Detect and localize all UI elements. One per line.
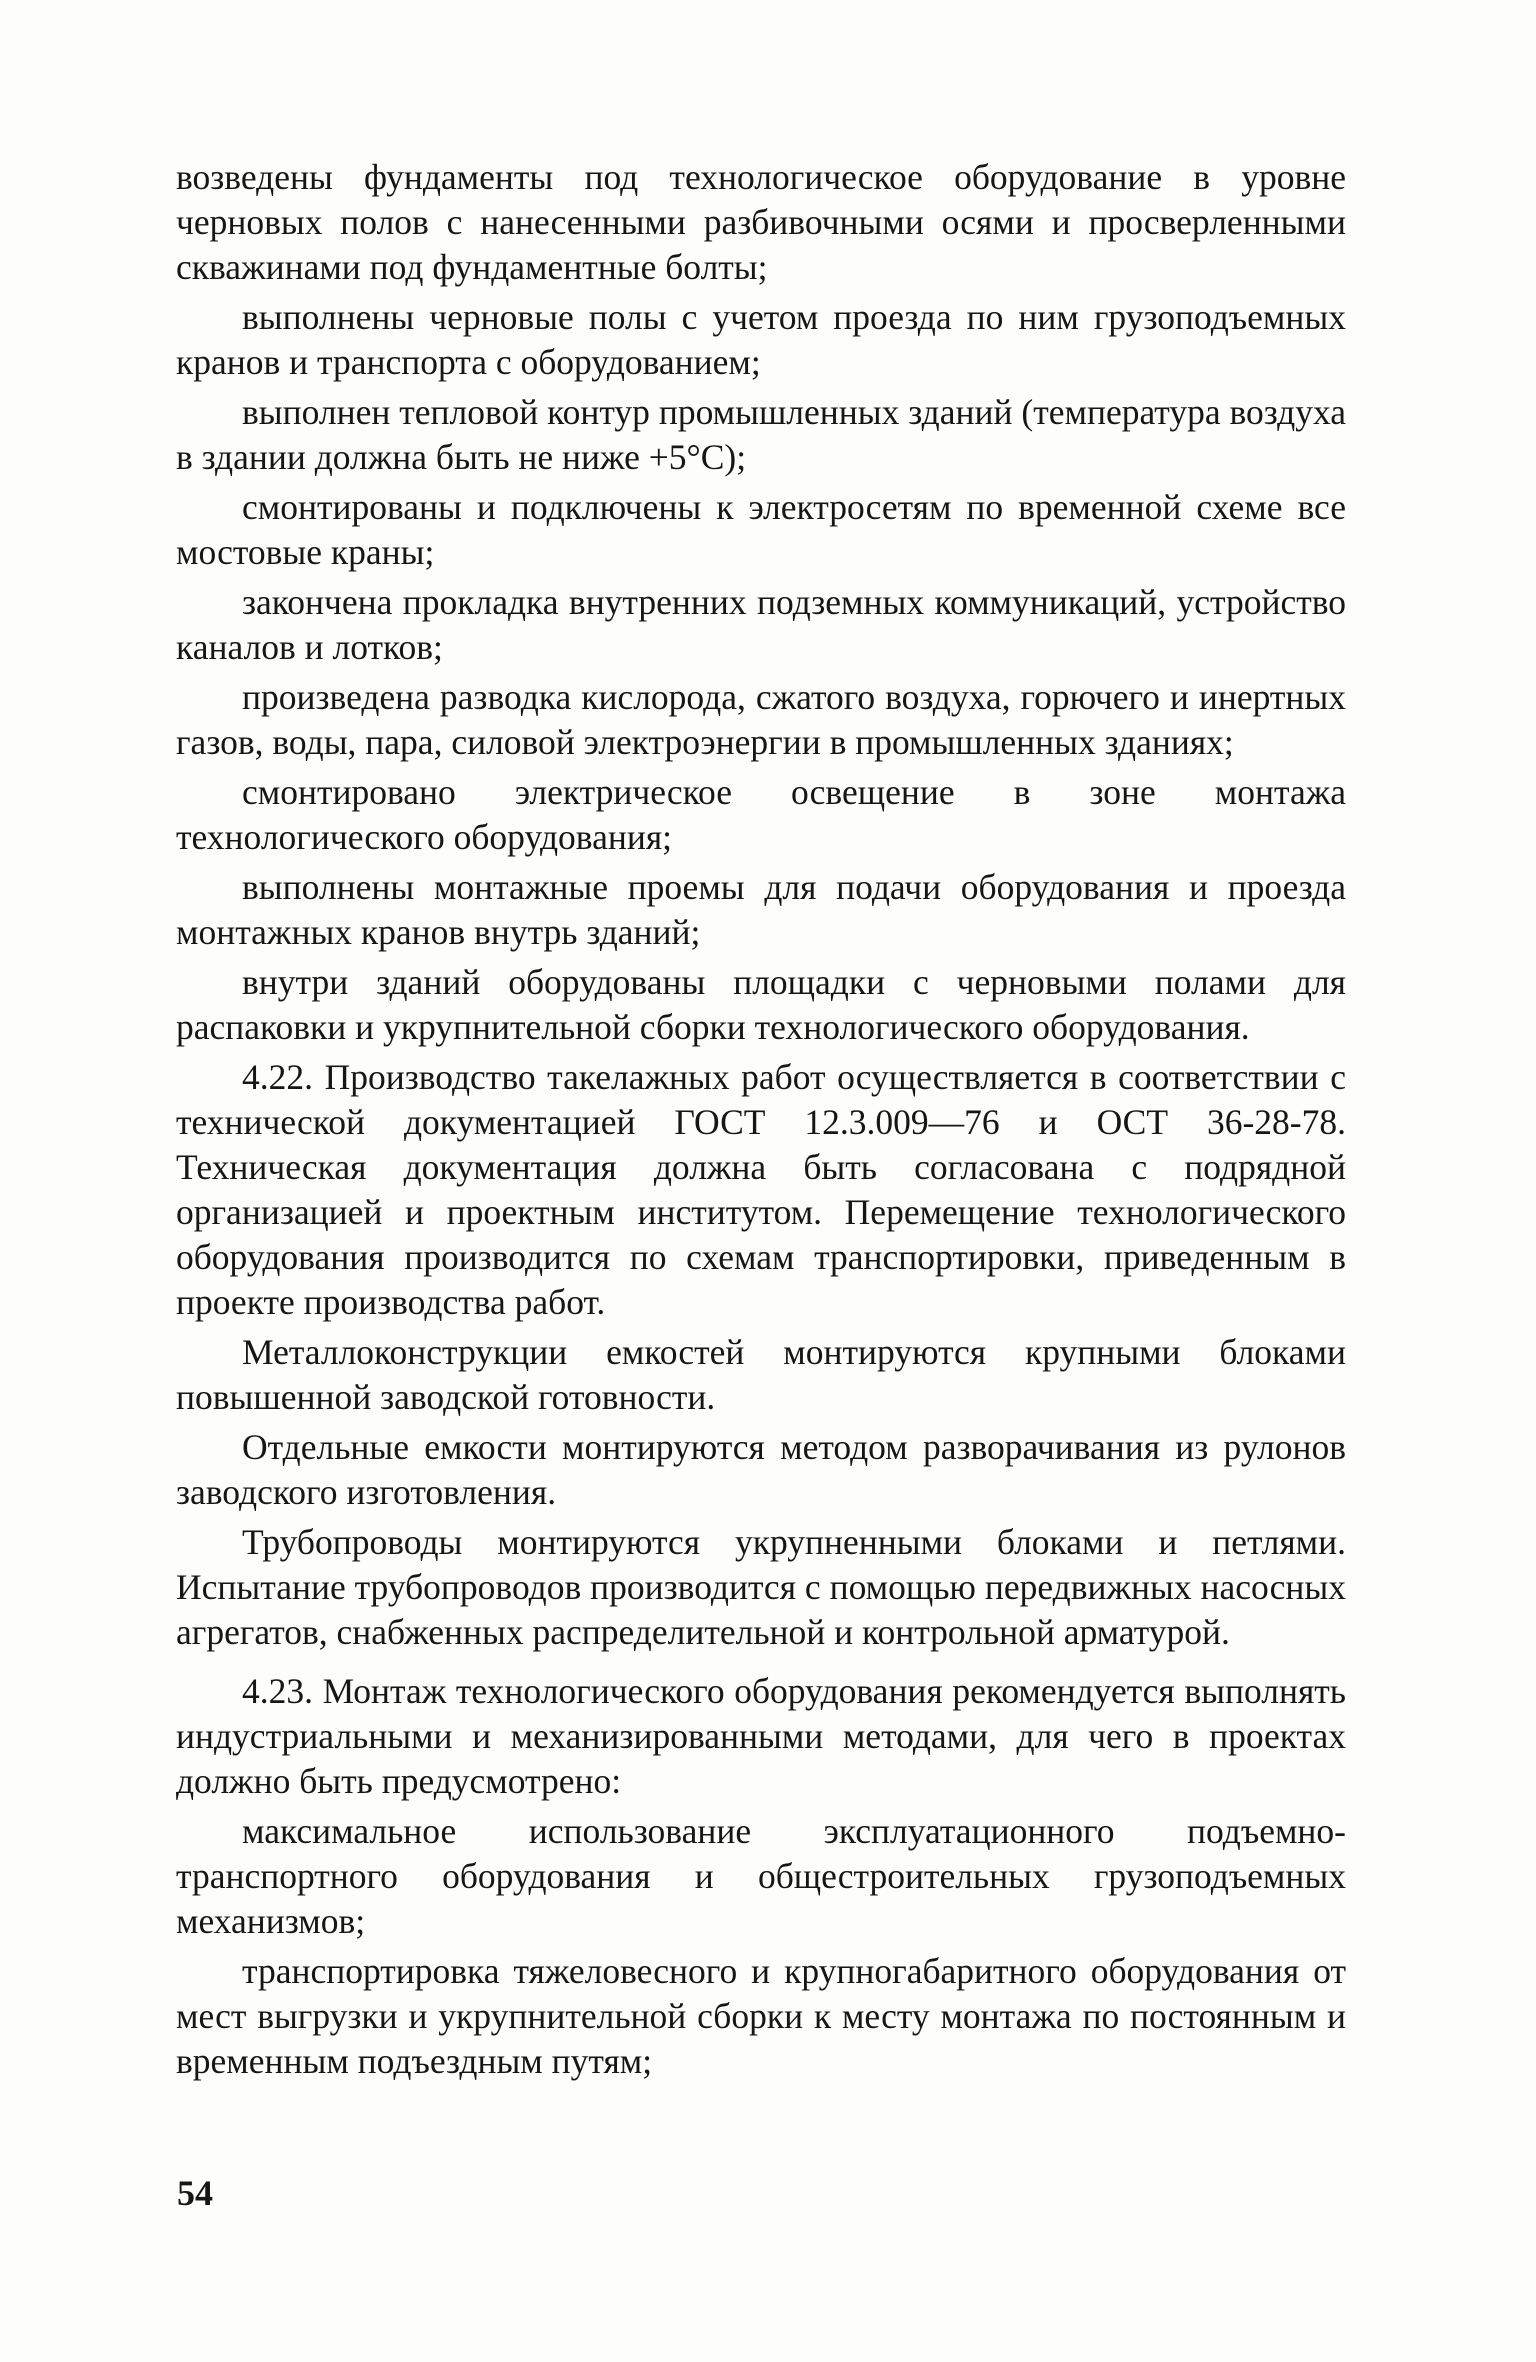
paragraph-metal-structures: Металлоконструкции емкостей монтируются крупными блоками повышенной заводской готовности.: [176, 1332, 1346, 1417]
paragraph-bridge-cranes: смонтированы и подключены к электросетям по временной схеме все мостовые краны;: [176, 487, 1346, 572]
paragraph-lighting: смонтировано электрическое освещение в зоне монтажа технологического оборудования;: [176, 772, 1346, 857]
paragraph-gas-distribution: произведена разводка кислорода, сжатого воздуха, горючего и инертных газов, воды, пара, силовой электроэнергии в промышленных зданиях;: [176, 677, 1346, 762]
paragraph-thermal-contour: выполнен тепловой контур промышленных зданий (температура воздуха в здании должна быть не ниже +5°C);: [176, 392, 1346, 477]
paragraph-rough-floors: выполнены черновые полы с учетом проезда по ним грузоподъемных кранов и транспорта с оборудованием;: [176, 297, 1346, 382]
paragraph-lifting-equipment: максимальное использование эксплуатационного подъемно-транспортного оборудования и общестроительных грузоподъемных механизмов;: [176, 1811, 1346, 1941]
paragraph-unpacking-sites: внутри зданий оборудованы площадки с черновыми полами для распаковки и укрупнительной сборки технологического оборудования.: [176, 962, 1346, 1047]
paragraph-heavy-transport: транспортировка тяжеловесного и крупногабаритного оборудования от мест выгрузки и укрупнительной сборки к месту монтажа по постоянным и временным подъездным путям;: [176, 1951, 1346, 2081]
page-number: 54: [177, 2173, 213, 2213]
body-text: [176, 155, 1346, 2084]
paragraph-section-4-22: 4.22. Производство такелажных работ осуществляется в соответствии с технической документацией ГОСТ 12.3.009—76 и ОСТ 36-28-78. Техническая документация должна быть согласована с подрядной организацией и проектным институтом. Перемещение технологического оборудования производится по схемам транспортировки, приведенным в проекте производства работ.: [176, 1057, 1346, 1322]
paragraph-pipelines: Трубопроводы монтируются укрупненными блоками и петлями. Испытание трубопроводов производится с помощью передвижных насосных агрегатов, снабженных распределительной и контрольной арматурой.: [176, 1522, 1346, 1652]
paragraph-tanks: Отдельные емкости монтируются методом разворачивания из рулонов заводского изготовления.: [176, 1427, 1346, 1512]
paragraph-openings: выполнены монтажные проемы для подачи оборудования и проезда монтажных кранов внутрь зданий;: [176, 867, 1346, 952]
paragraph-section-4-23: 4.23. Монтаж технологического оборудования рекомендуется выполнять индустриальными и механизированными методами, для чего в проектах должно быть предусмотрено:: [176, 1671, 1346, 1801]
paragraph-foundations: возведены фундаменты под технологическое оборудование в уровне черновых полов с нанесенными разбивочными осями и просверленными скважинами под фундаментные болты;: [176, 157, 1346, 287]
paragraph-underground-utilities: закончена прокладка внутренних подземных коммуникаций, устройство каналов и лотков;: [176, 582, 1346, 667]
